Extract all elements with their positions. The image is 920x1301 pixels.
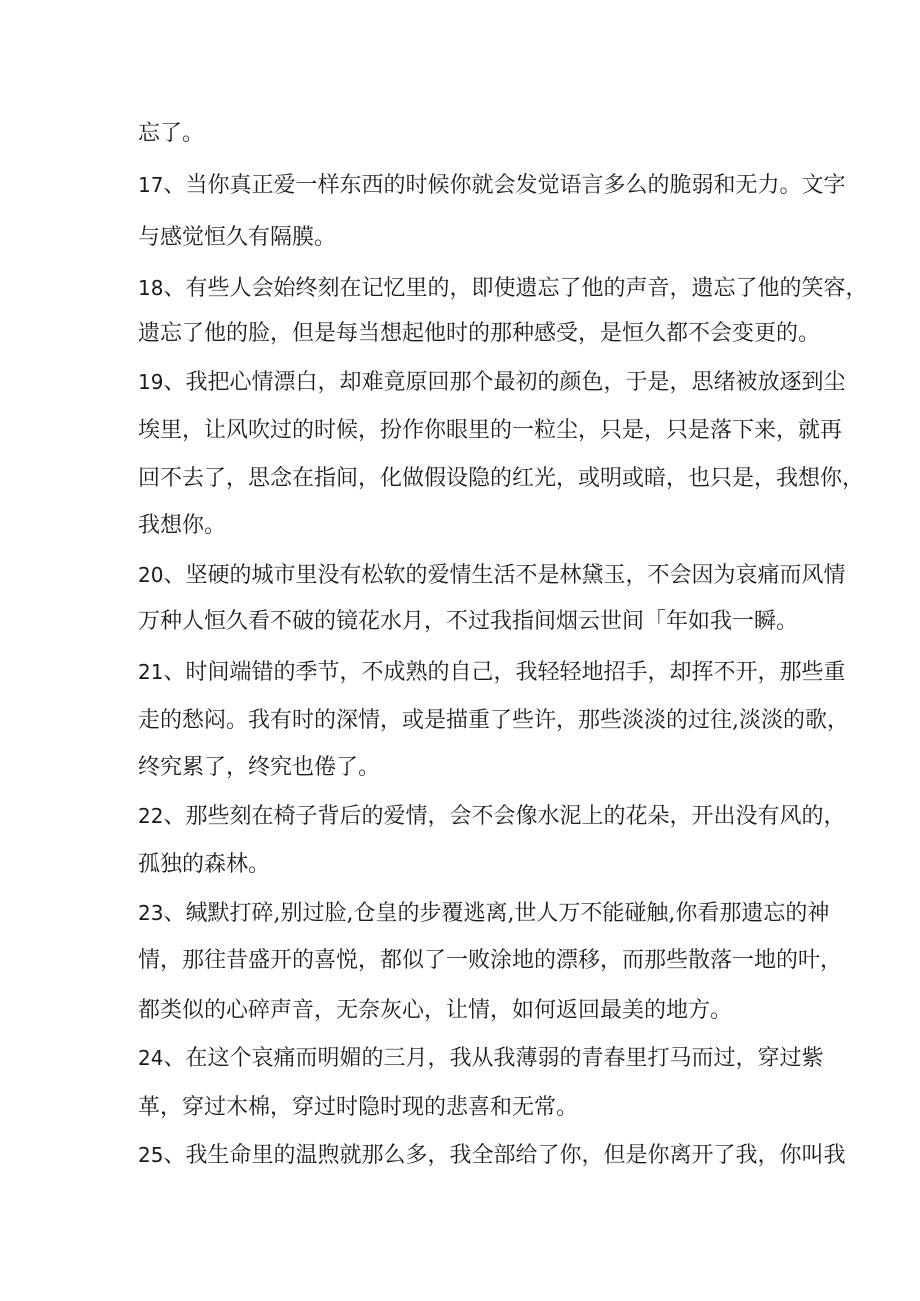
list-item-17: 17、当你真正爱一样东西的时候你就会发觉语言多么的脆弱和无力。文字 [138, 173, 846, 198]
list-item-20: 20、坚硬的城市里没有松软的爱情生活不是林黛玉，不会因为哀痛而风情 [138, 563, 846, 588]
text-line: 忘了。 [138, 121, 205, 146]
text-line: 革，穿过木棉，穿过时隐时现的悲喜和无常。 [138, 1095, 579, 1120]
text-line: 终究累了，终究也倦了。 [138, 755, 381, 780]
text-line: 都类似的心碎声音，无奈灰心，让情，如何返回最美的地方。 [138, 998, 733, 1023]
text-line: 走的愁闷。我有时的深情，或是描重了些许，那些淡淡的过往,淡淡的歌， [138, 708, 849, 733]
list-item-18: 18、有些人会始终刻在记忆里的，即使遗忘了他的声音，遗忘了他的笑容， [138, 276, 868, 301]
text-line: 情，那往昔盛开的喜悦，都似了一败涂地的漂移，而那些散落一地的叶， [138, 948, 843, 973]
text-line: 与感觉恒久有隔膜。 [138, 225, 337, 250]
text-line: 埃里，让风吹过的时候，扮作你眼里的一粒尘，只是，只是落下来，就再 [138, 418, 843, 443]
text-line: 遗忘了他的脸，但是每当想起他时的那种感受，是恒久都不会变更的。 [138, 321, 821, 346]
text-line: 万种人恒久看不破的镜花水月，不过我指间烟云世间「年如我一瞬。 [138, 609, 799, 634]
text-line: 回不去了，思念在指间，化做假设隐的红光，或明或暗，也只是，我想你， [138, 466, 865, 491]
list-item-25: 25、我生命里的温煦就那么多，我全部给了你，但是你离开了我，你叫我 [138, 1143, 846, 1168]
list-item-19: 19、我把心情漂白，却难竟原回那个最初的颜色，于是，思绪被放逐到尘 [138, 370, 846, 395]
text-line: 我想你。 [138, 513, 227, 538]
list-item-23: 23、缄默打碎,别过脸,仓皇的步覆逃离,世人万不能碰触,你看那遗忘的神 [138, 901, 830, 926]
list-item-21: 21、时间端错的季节，不成熟的自己，我轻轻地招手，却挥不开，那些重 [138, 660, 846, 685]
text-line: 孤独的森林。 [138, 852, 271, 877]
list-item-22: 22、那些刻在椅子背后的爱情，会不会像水泥上的花朵，开出没有风的， [138, 804, 846, 829]
list-item-24: 24、在这个哀痛而明媚的三月，我从我薄弱的青春里打马而过，穿过紫 [138, 1046, 824, 1071]
